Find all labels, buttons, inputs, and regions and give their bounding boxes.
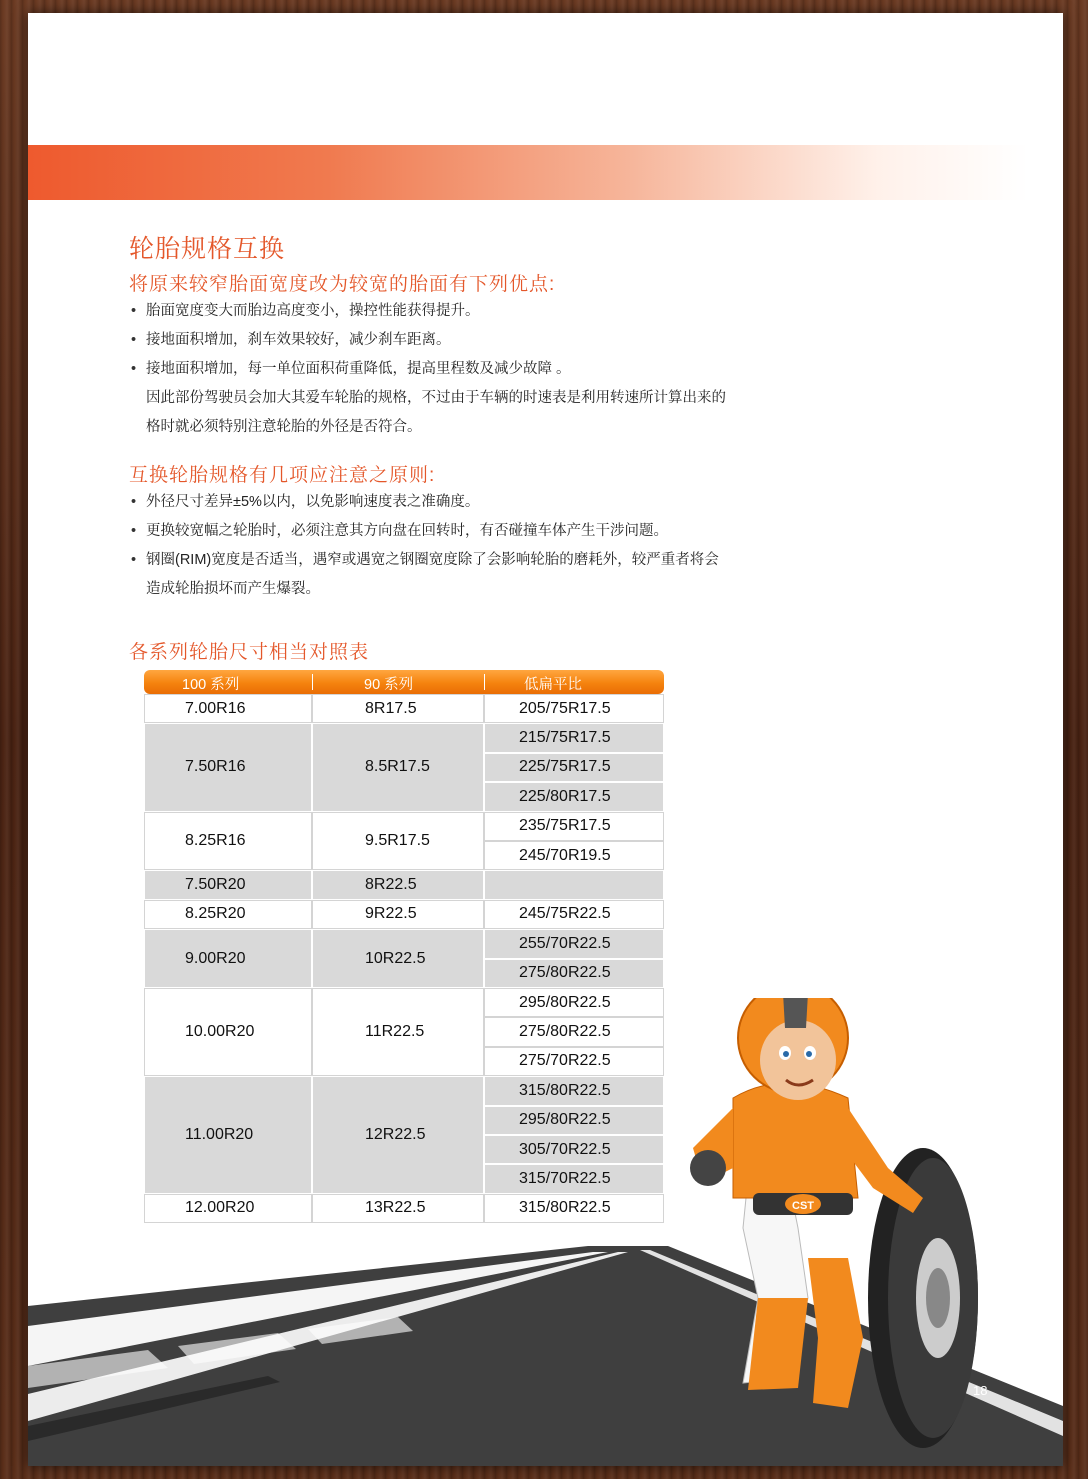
cell-90-series: 9.5R17.5 xyxy=(312,812,484,871)
cell-100-series: 8.25R16 xyxy=(144,812,312,871)
brochure-page xyxy=(28,13,1063,1466)
table-header xyxy=(144,670,664,694)
cell-90-series: 8R22.5 xyxy=(312,870,484,899)
section2-bullet-3-continued: 造成轮胎损坏而产生爆裂。 xyxy=(146,581,320,597)
cell-low-profile: 205/75R17.5 xyxy=(484,694,664,723)
table-body xyxy=(144,694,664,1222)
section2-bullet-1: • 外径尺寸差异±5%以内，以免影响速度表之准确度。 xyxy=(128,488,848,517)
section1-bullet-1: • 胎面宽度变大而胎边高度变小，操控性能获得提升。 xyxy=(128,297,848,326)
cell-100-series: 8.25R20 xyxy=(144,900,312,929)
cell-low-profile: 225/80R17.5 xyxy=(484,782,664,811)
cell-low-profile xyxy=(484,870,664,899)
mascot-badge-text: CST xyxy=(792,1200,814,1212)
cell-low-profile: 315/80R22.5 xyxy=(484,1194,664,1223)
header-100-series: 100 系列 xyxy=(182,677,240,693)
cell-90-series: 10R22.5 xyxy=(312,929,484,988)
cell-low-profile: 215/75R17.5 xyxy=(484,723,664,752)
cell-100-series: 12.00R20 xyxy=(144,1194,312,1223)
cell-low-profile: 295/80R22.5 xyxy=(484,1106,664,1135)
cell-low-profile: 315/80R22.5 xyxy=(484,1076,664,1105)
header-gradient-banner xyxy=(28,145,1028,200)
page-heading: 轮胎规格互换 xyxy=(129,235,286,263)
page-number: 18 xyxy=(973,1383,988,1398)
section2-title: 互换轮胎规格有几项应注意之原则: xyxy=(129,465,436,486)
cell-100-series: 10.00R20 xyxy=(144,988,312,1076)
cell-90-series: 12R22.5 xyxy=(312,1076,484,1194)
header-divider xyxy=(484,674,485,690)
section1-paragraph-line1: 因此部份驾驶员会加大其爱车轮胎的规格，不过由于车辆的时速表是利用转速所计算出来的 xyxy=(146,390,726,406)
header-low-profile: 低扁平比 xyxy=(524,677,582,693)
cell-low-profile: 255/70R22.5 xyxy=(484,929,664,958)
cell-low-profile: 235/75R17.5 xyxy=(484,812,664,841)
section1-paragraph-line2: 格时就必须特别注意轮胎的外径是否符合。 xyxy=(146,419,422,435)
section2-bullet-2: • 更换较宽幅之轮胎时，必须注意其方向盘在回转时，有否碰撞车体产生干涉问题。 xyxy=(128,517,848,546)
section2-bullet-3: • 钢圈(RIM)宽度是否适当，遇窄或遇宽之钢圈宽度除了会影响轮胎的磨耗外，较严重者将会 xyxy=(128,546,848,575)
cell-90-series: 11R22.5 xyxy=(312,988,484,1076)
cell-100-series: 7.50R20 xyxy=(144,870,312,899)
section1-list xyxy=(128,297,848,442)
section2-list xyxy=(128,488,848,604)
cell-low-profile: 225/75R17.5 xyxy=(484,753,664,782)
cell-90-series: 13R22.5 xyxy=(312,1194,484,1223)
section1-title: 将原来较窄胎面宽度改为较宽的胎面有下列优点: xyxy=(129,274,556,295)
cell-low-profile: 295/80R22.5 xyxy=(484,988,664,1017)
cell-100-series: 9.00R20 xyxy=(144,929,312,988)
cell-100-series: 11.00R20 xyxy=(144,1076,312,1194)
cell-90-series: 9R22.5 xyxy=(312,900,484,929)
cell-90-series: 8.5R17.5 xyxy=(312,723,484,811)
cell-low-profile: 245/70R19.5 xyxy=(484,841,664,870)
cell-low-profile: 245/75R22.5 xyxy=(484,900,664,929)
header-90-series: 90 系列 xyxy=(364,677,414,693)
table-title: 各系列轮胎尺寸相当对照表 xyxy=(129,642,370,663)
header-divider xyxy=(312,674,313,690)
section1-bullet-2: • 接地面积增加，刹车效果较好，减少刹车距离。 xyxy=(128,326,848,355)
cell-low-profile: 315/70R22.5 xyxy=(484,1164,664,1193)
cell-low-profile: 275/80R22.5 xyxy=(484,1017,664,1046)
cell-low-profile: 305/70R22.5 xyxy=(484,1135,664,1164)
tire-size-table xyxy=(144,670,664,1222)
cell-low-profile: 275/80R22.5 xyxy=(484,959,664,988)
cst-mascot-illustration xyxy=(648,998,978,1448)
cell-100-series: 7.50R16 xyxy=(144,723,312,811)
section1-bullet-3: • 接地面积增加，每一单位面积荷重降低，提高里程数及减少故障 。 xyxy=(128,355,848,384)
cell-90-series: 8R17.5 xyxy=(312,694,484,723)
cell-low-profile: 275/70R22.5 xyxy=(484,1047,664,1076)
cell-100-series: 7.00R16 xyxy=(144,694,312,723)
